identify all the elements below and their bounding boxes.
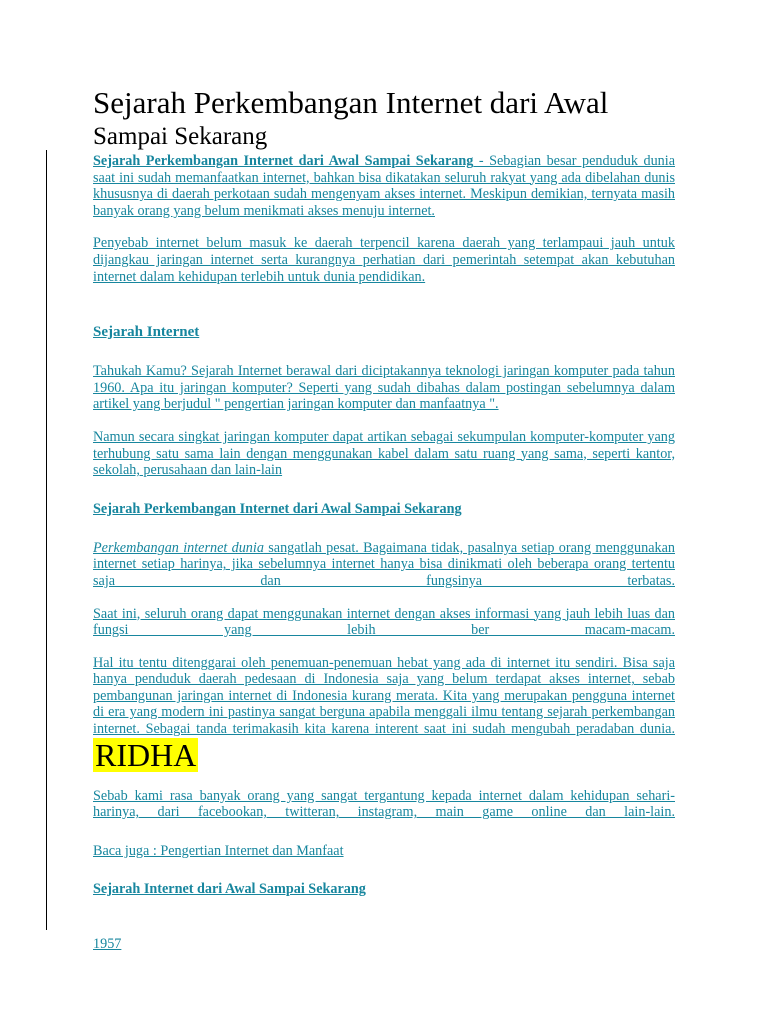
baca-juga-link[interactable]: Baca juga : Pengertian Internet dan Manfaat [93, 842, 344, 859]
year-1957[interactable]: 1957 [93, 936, 122, 953]
heading-perkembangan[interactable]: Sejarah Perkembangan Internet dari Awal Sampai Sekarang [93, 500, 462, 517]
paragraph-sebab[interactable]: Sebab kami rasa banyak orang yang sangat tergantung kepada internet dalam kehidupan sehari-harinya, dari facebookan, twitteran, instagram, main game online dan lain-lain. [93, 787, 675, 821]
paragraph-hal-itu[interactable] [93, 655, 675, 772]
paragraph-saat-ini[interactable]: Saat ini, seluruh orang dapat menggunakan internet dengan akses informasi yang jauh lebih luas dan fungsi yang lebih ber macam-macam. [93, 605, 675, 639]
paragraph-tahukah[interactable]: Tahukah Kamu? Sejarah Internet berawal dari diciptakannya teknologi jaringan komputer pada tahun 1960. Apa itu jaringan komputer? Seperti yang sudah dibahas dalam postingan sebelumnya dalam artikel yang berjudul " pengertian jaringan komputer dan manfaatnya ". [93, 363, 675, 413]
italic-link[interactable]: Perkembangan internet dunia [93, 539, 264, 556]
margin-line [46, 150, 47, 930]
paragraph-perkembangan-text: sangatlah pesat. Bagaimana tidak, pasalnya setiap orang menggunakan internet setiap harinya, jika sebelumnya internet hanya bisa dinikmati oleh beberapa orang tertentu saja dan fungsinya terbatas. [93, 539, 675, 589]
intro-lead-link[interactable]: Sejarah Perkembangan Internet dari Awal Sampai Sekarang [93, 153, 474, 169]
paragraph-namun[interactable]: Namun secara singkat jaringan komputer dapat artikan sebagai sekumpulan komputer-komputer yang terhubung satu sama lain dengan menggunakan kabel dalam satu ruang yang sama, seperti kantor, sekolah, perusahaan dan lain-lain [93, 428, 675, 479]
intro-text: - Sebagian besar penduduk dunia saat ini sudah memanfaatkan internet, bahkan bisa dikatakan seluruh rakyat yang ada dibelahan dunis khususnya di daerah perkotaan sudah mengenyam akses internet. Meskipun demikian, ternyata masih banyak orang yang belum menikmati akses menuju internet. [93, 153, 676, 219]
document-page [93, 86, 675, 953]
heading-sejarah-internet[interactable]: Sejarah Internet [93, 324, 200, 341]
highlight-ridha: RIDHA [95, 736, 197, 773]
paragraph-penyebab[interactable]: Penyebab internet belum masuk ke daerah terpencil karena daerah yang terlampaui jauh untuk dijangkau jaringan internet serta kurangnya perhatian dari pemerintah setempat akan kebutuhan internet dalam kehidupan terlebih untuk dunia pendidikan. [93, 235, 675, 285]
paragraph-perkembangan[interactable] [93, 540, 675, 590]
title-line-1: Sejarah Perkembangan Internet dari Awal [93, 85, 609, 120]
paragraph-hal-itu-text: Hal itu tentu ditenggarai oleh penemuan-penemuan hebat yang ada di internet itu sendiri. Bisa saja hanya penduduk daerah pedesaan di Indonesia saja yang belum terdapat akses internet, sebab pembangunan jaringan internet di Indonesia kurang merata. Kita yang merupakan pengguna internet di era yang modern ini pastinya sangat berguna apabila menggali ilmu tentang sejarah perkembangan internet. Sebagai tanda terimakasih kita karena interent saat ini sudah mengubah peradaban dunia. [93, 654, 675, 738]
title-line-2: Sampai Sekarang [93, 123, 268, 150]
page-title [93, 86, 675, 153]
intro-paragraph[interactable] [93, 153, 675, 219]
heading-dari-awal[interactable]: Sejarah Internet dari Awal Sampai Sekarang [93, 881, 366, 898]
